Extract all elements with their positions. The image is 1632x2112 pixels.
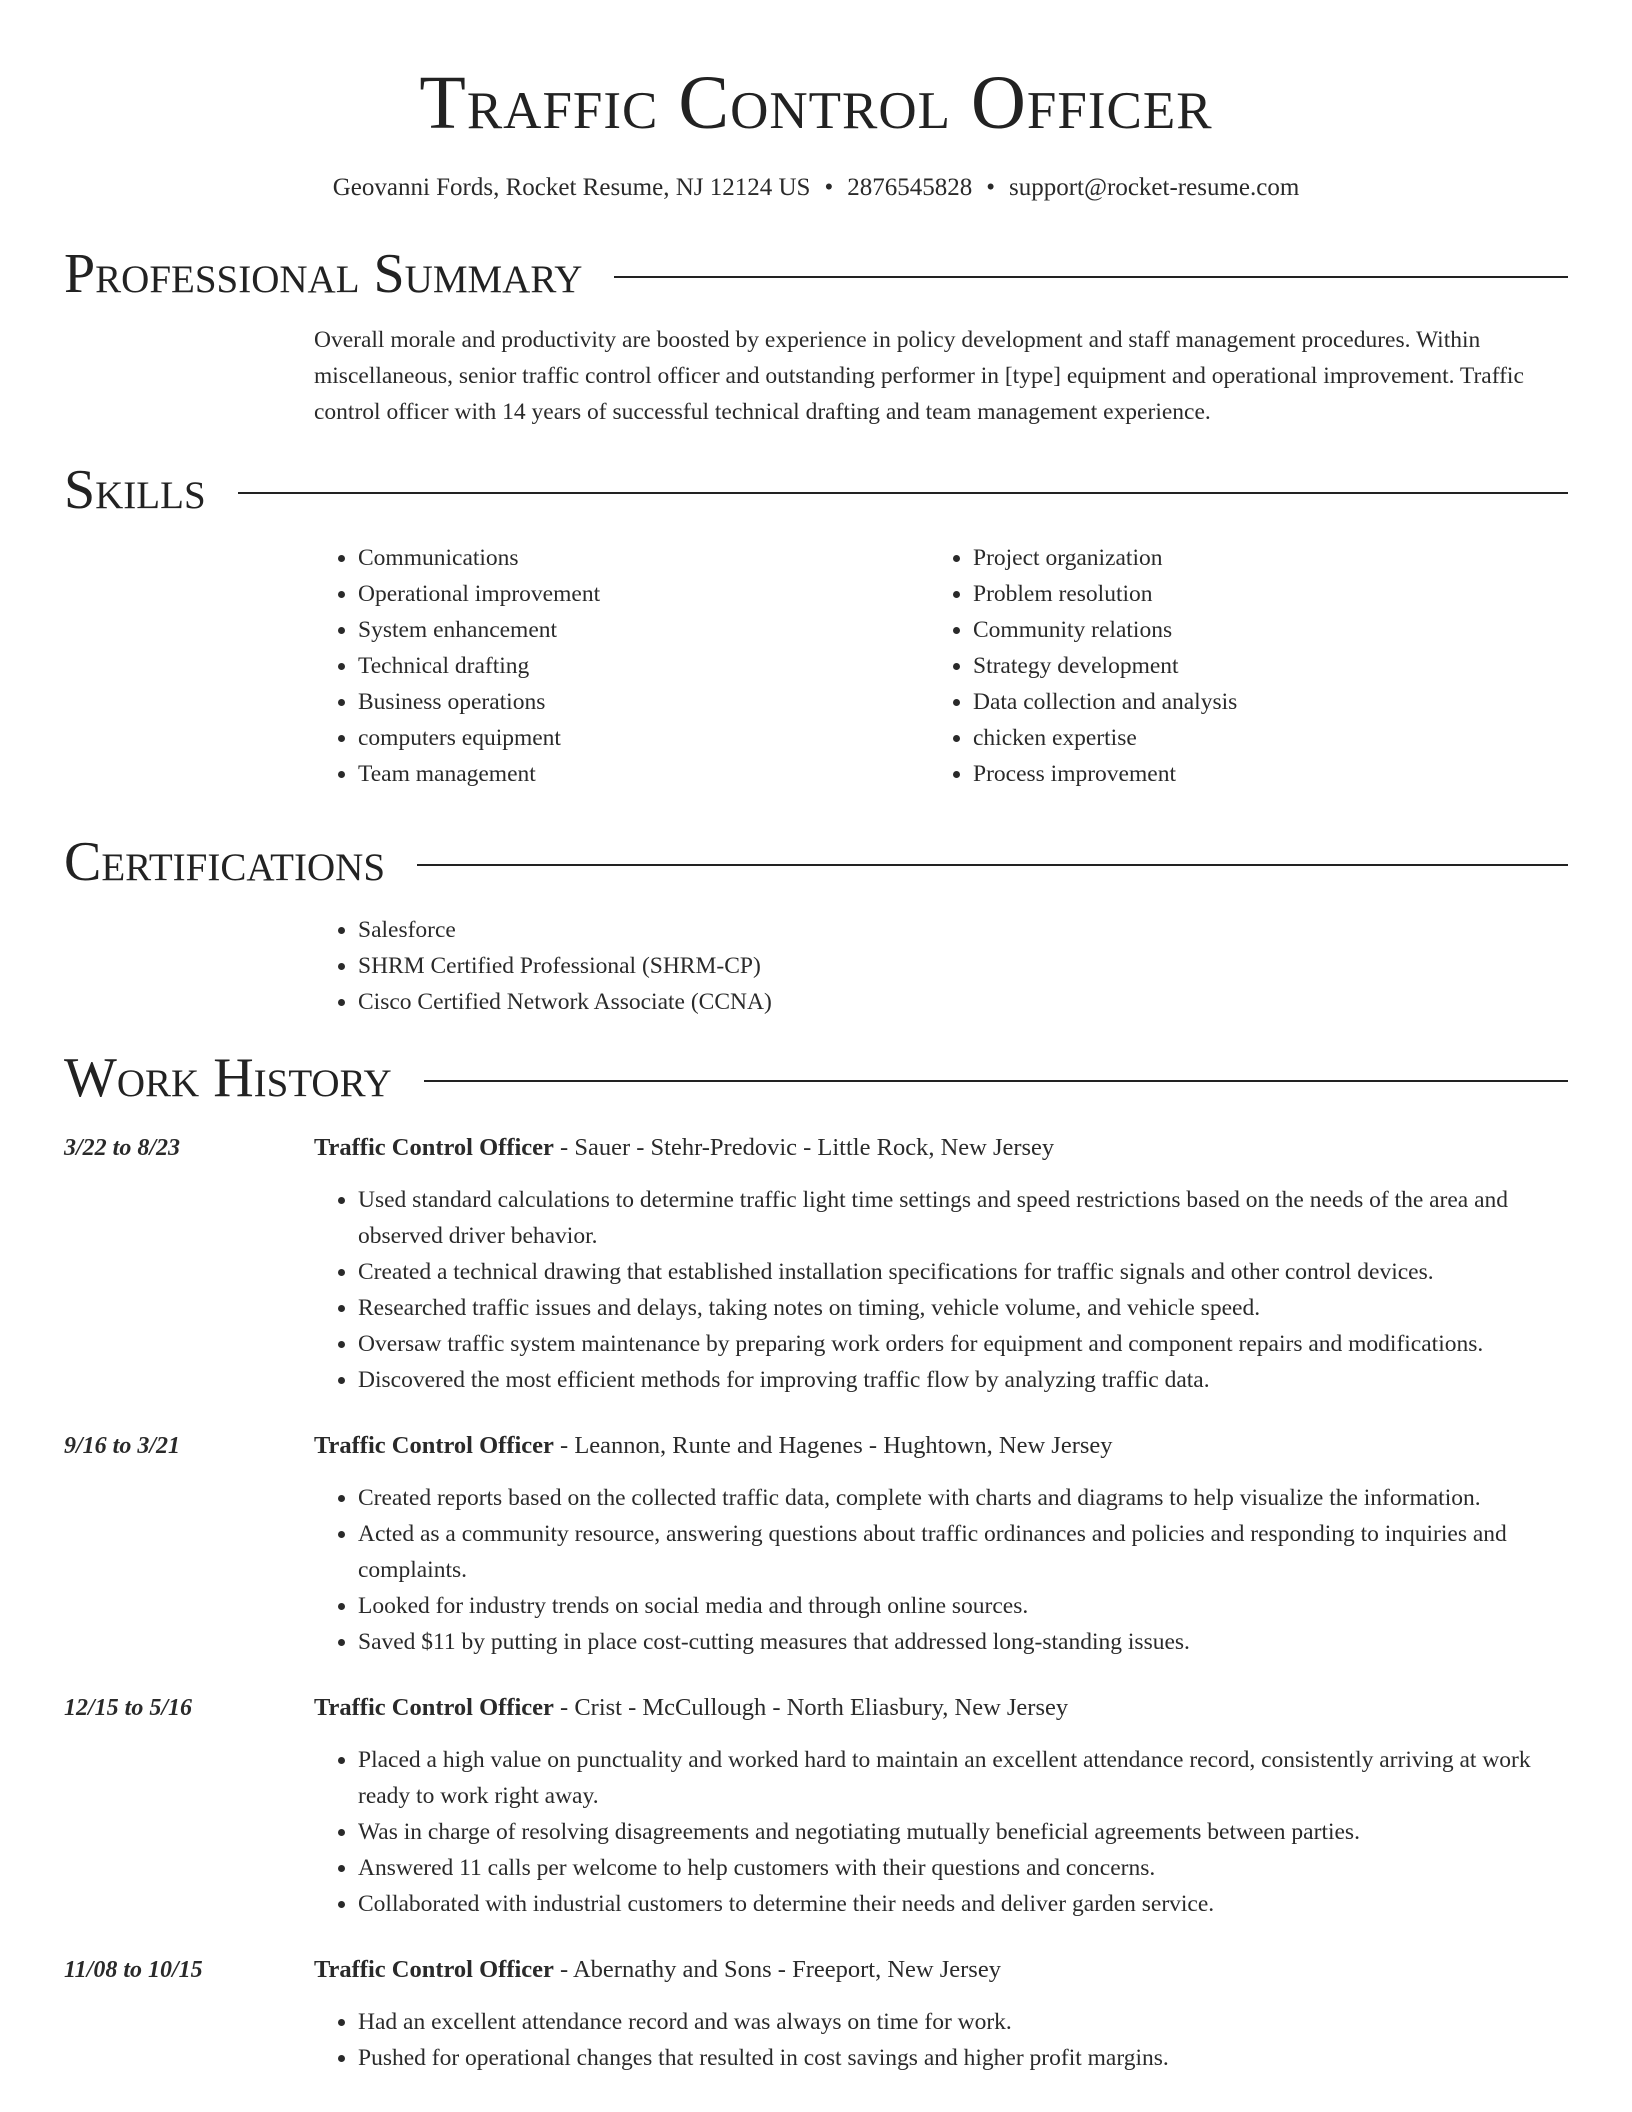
job-body bbox=[314, 1130, 1568, 1398]
skill-item: • Process improvement bbox=[973, 756, 1544, 792]
job-entry bbox=[64, 1130, 1568, 1398]
section-divider bbox=[238, 492, 1568, 494]
certifications-list bbox=[314, 912, 1568, 1020]
section-divider bbox=[424, 1080, 1568, 1082]
contact-line bbox=[64, 172, 1568, 204]
certification-item: • SHRM Certified Professional (SHRM-CP) bbox=[358, 948, 1568, 984]
section-divider bbox=[614, 276, 1568, 278]
job-employer-location: - Leannon, Runte and Hagenes - Hughtown, New Jersey bbox=[553, 1432, 1113, 1459]
skill-item: • Community relations bbox=[973, 612, 1544, 648]
section-divider bbox=[417, 864, 1568, 866]
job-title-line bbox=[314, 1690, 1568, 1726]
job-title-line bbox=[314, 1428, 1568, 1464]
job-dates: 3/22 to 8/23 bbox=[64, 1135, 181, 1161]
resume-title: Traffic Control Officer bbox=[419, 61, 1213, 145]
job-bullet: • Acted as a community resource, answering questions about traffic ordinances and policies and responding to inquiries and complaints. bbox=[358, 1516, 1568, 1588]
job-role: Traffic Control Officer bbox=[314, 1694, 554, 1721]
job-bullet: • Created reports based on the collected traffic data, complete with charts and diagrams to help visualize the information. bbox=[358, 1480, 1568, 1516]
job-role: Traffic Control Officer bbox=[314, 1134, 554, 1161]
certifications-section-header bbox=[64, 830, 1568, 894]
job-body bbox=[314, 1952, 1568, 2076]
skill-item: • Project organization bbox=[973, 540, 1544, 576]
skills-column-left bbox=[314, 540, 929, 792]
job-title-line bbox=[314, 1952, 1568, 1988]
job-entry bbox=[64, 1690, 1568, 1922]
job-bullet: • Answered 11 calls per welcome to help customers with their questions and concerns. bbox=[358, 1850, 1568, 1886]
job-title-line bbox=[314, 1130, 1568, 1166]
job-bullet: • Pushed for operational changes that resulted in cost savings and higher profit margins. bbox=[358, 2040, 1568, 2076]
job-bullets bbox=[314, 1182, 1568, 1398]
certification-item: • Salesforce bbox=[358, 912, 1568, 948]
skill-item: • Business operations bbox=[358, 684, 929, 720]
job-bullet: • Researched traffic issues and delays, taking notes on timing, vehicle volume, and vehicle speed. bbox=[358, 1290, 1568, 1326]
job-role: Traffic Control Officer bbox=[314, 1432, 554, 1459]
job-bullets bbox=[314, 1742, 1568, 1922]
job-dates: 11/08 to 10/15 bbox=[64, 1957, 203, 1983]
job-entry bbox=[64, 1428, 1568, 1660]
job-bullet: • Had an excellent attendance record and was always on time for work. bbox=[358, 2004, 1568, 2040]
job-bullet: • Looked for industry trends on social media and through online sources. bbox=[358, 1588, 1568, 1624]
job-bullet: • Oversaw traffic system maintenance by preparing work orders for equipment and component repairs and modifications. bbox=[358, 1326, 1568, 1362]
job-bullet: • Discovered the most efficient methods for improving traffic flow by analyzing traffic data. bbox=[358, 1362, 1568, 1398]
contact-email: support@rocket-resume.com bbox=[1008, 174, 1300, 201]
job-bullet: • Created a technical drawing that established installation specifications for traffic signals and other control devices. bbox=[358, 1254, 1568, 1290]
skill-item: • computers equipment bbox=[358, 720, 929, 756]
skill-item: • chicken expertise bbox=[973, 720, 1544, 756]
summary-section-header bbox=[64, 242, 1568, 306]
skill-item: • Data collection and analysis bbox=[973, 684, 1544, 720]
contact-separator: • bbox=[986, 174, 995, 201]
job-body bbox=[314, 1428, 1568, 1660]
skill-item: • Technical drafting bbox=[358, 648, 929, 684]
skills-list bbox=[314, 540, 1568, 792]
job-bullet: • Collaborated with industrial customers to determine their needs and deliver garden service. bbox=[358, 1886, 1568, 1922]
certification-item: • Cisco Certified Network Associate (CCNA) bbox=[358, 984, 1568, 1020]
job-body bbox=[314, 1690, 1568, 1922]
contact-separator: • bbox=[824, 174, 834, 201]
skill-item: • Strategy development bbox=[973, 648, 1544, 684]
job-bullet: • Used standard calculations to determine traffic light time settings and speed restrictions based on the needs of the area and observed driver behavior. bbox=[358, 1182, 1568, 1254]
job-bullet: • Placed a high value on punctuality and worked hard to maintain an excellent attendance record, consistently arriving at work ready to work right away. bbox=[358, 1742, 1568, 1814]
work-section-header bbox=[64, 1046, 1568, 1110]
job-bullets bbox=[314, 1480, 1568, 1660]
work-history-list bbox=[64, 1130, 1568, 2076]
skill-item: • Operational improvement bbox=[358, 576, 929, 612]
job-employer-location: - Abernathy and Sons - Freeport, New Jersey bbox=[553, 1956, 1001, 1983]
skill-item: • System enhancement bbox=[358, 612, 929, 648]
skill-item: • Problem resolution bbox=[973, 576, 1544, 612]
skill-item: • Team management bbox=[358, 756, 929, 792]
certifications-heading: Certifications bbox=[64, 831, 386, 893]
job-entry bbox=[64, 1952, 1568, 2076]
skills-heading: Skills bbox=[64, 459, 206, 521]
contact-phone: 2876545828 bbox=[847, 174, 973, 201]
job-role: Traffic Control Officer bbox=[314, 1956, 554, 1983]
work-heading: Work History bbox=[64, 1047, 392, 1109]
job-bullet: • Was in charge of resolving disagreements and negotiating mutually beneficial agreements between parties. bbox=[358, 1814, 1568, 1850]
contact-address: Geovanni Fords, Rocket Resume, NJ 12124 US bbox=[332, 174, 811, 201]
skills-column-right bbox=[929, 540, 1544, 792]
job-employer-location: - Crist - McCullough - North Eliasbury, New Jersey bbox=[553, 1694, 1069, 1721]
job-dates: 9/16 to 3/21 bbox=[64, 1433, 181, 1459]
job-bullets bbox=[314, 2004, 1568, 2076]
summary-text: Overall morale and productivity are boosted by experience in policy development and staff management procedures. Within miscellaneous, senior traffic control officer and outstanding performer in [type] equipment and operational improvement. Traffic control officer with 14 years of successful technical drafting and team management experience. bbox=[314, 327, 1524, 425]
job-employer-location: - Sauer - Stehr-Predovic - Little Rock, New Jersey bbox=[553, 1134, 1055, 1161]
summary-heading: Professional Summary bbox=[64, 243, 583, 305]
skill-item: • Communications bbox=[358, 540, 929, 576]
job-bullet: • Saved $11 by putting in place cost-cutting measures that addressed long-standing issues. bbox=[358, 1624, 1568, 1660]
job-dates: 12/15 to 5/16 bbox=[64, 1695, 193, 1721]
skills-section-header bbox=[64, 458, 1568, 522]
